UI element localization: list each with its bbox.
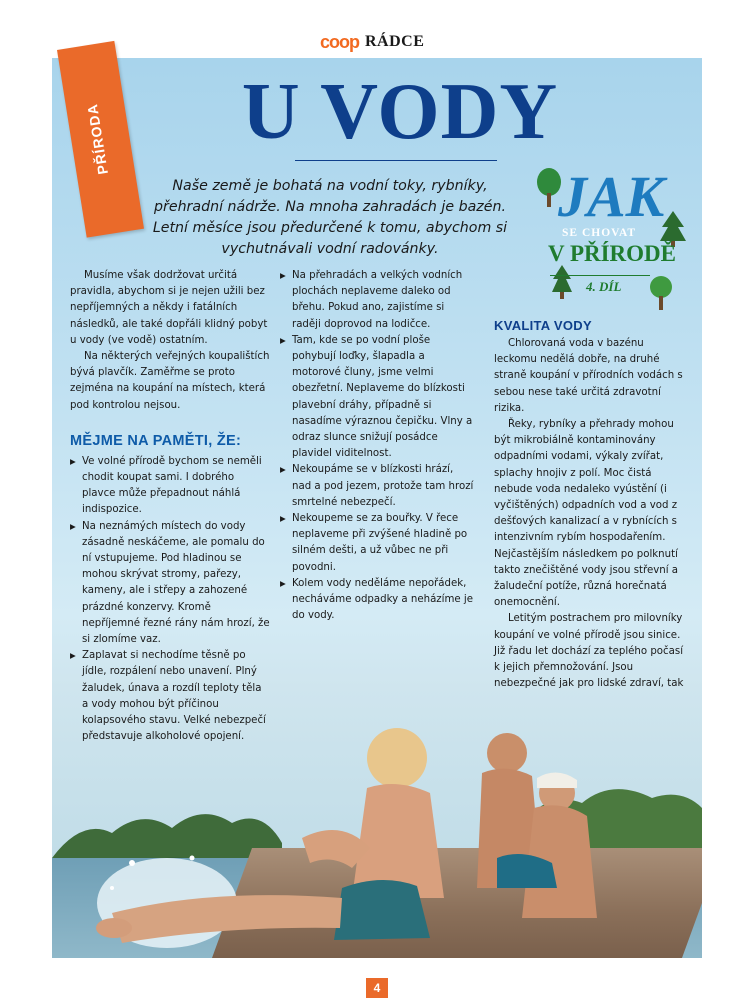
intro-paragraph: Na některých veřejných koupalištích bývá plavčík. Zaměřme se proto zejména na koupání na místech, která pod kontrolou nejsou. xyxy=(70,351,270,411)
rules-list xyxy=(70,454,270,746)
column-2 xyxy=(280,268,474,624)
page-number: 4 xyxy=(366,978,388,998)
section-heading: KVALITA VODY xyxy=(494,318,592,333)
list-item: ▶ Tam, kde se po vodní ploše pohybují loďky, šlapadla a motorové čluny, jsme velmi obezřetní. Neplaveme do blízkosti plavební dráhy, případně si nasadíme výraznou čepičku. Vlny a odraz slunce snižují posádce plavidel viditelnost. xyxy=(280,333,474,463)
lead-paragraph: Naše země je bohatá na vodní toky, rybníky, přehradní nádrže. Na mnoha zahradách je bazén. Letní měsíce jsou předurčené k tomu, abychom si vychutnávali vodní radovánky. xyxy=(152,178,508,257)
badge-subtitle: SE CHOVAT xyxy=(562,227,637,239)
list-item: ▶ Na neznámých místech do vody zásadně neskáčeme, ale pomalu do ní vstupujeme. Pod hladinou se mohou skrývat stromy, pařezy, kameny, ale i střepy a zahozené prázdné konzervy. Kromě nepříjemné řezné rány nám hrozí, že si zlomíme vaz. xyxy=(70,519,270,649)
intro-paragraph: Musíme však dodržovat určitá pravidla, abychom si je nejen užili bez nepříjemných a někdy i fatálních následků, ale také dopřáli klidný pobyt u vody (ve vodě) ostatním. xyxy=(70,270,268,346)
series-badge xyxy=(530,165,700,315)
badge-place: V PŘÍRODĚ xyxy=(548,241,677,266)
list-item: ▶ Na přehradách a velkých vodních plochách neplaveme daleko od břehu. Pokud ano, zajistíme si raději doprovod na lodičce. xyxy=(280,268,474,333)
list-item: ▶ Ve volné přírodě bychom se neměli chodit koupat sami. I dobrého plavce může přepadnout náhlá indispozice. xyxy=(70,454,270,519)
badge-title: JAK xyxy=(558,164,665,229)
list-item: ▶ Zaplavat si nechodíme těsně po jídle, rozpálení nebo unavení. Plný žaludek, únava a rozdíl teploty těla a vody mohou být příčinou kolapsového stavu. Velké nebezpečí představuje alkoholové opojení. xyxy=(70,648,270,745)
list-item: ▶ Nekoupeme se za bouřky. V řece neplaveme při zvýšené hladině po silném dešti, a už vůbec ne při povodni. xyxy=(280,511,474,576)
tree-icon xyxy=(648,275,674,311)
coop-logo: coop xyxy=(320,31,359,52)
page-title: U VODY xyxy=(241,68,559,156)
section-heading: MĚJME NA PAMĚTI, ŽE: xyxy=(70,432,242,449)
badge-divider xyxy=(550,275,650,276)
section-tab-label: PŘÍRODA xyxy=(83,102,111,176)
body-paragraph: Řeky, rybníky a přehrady mohou být mikrobiálně kontaminovány odpadními vodami, výkaly zvířat, splachy hnojiv z polí. Moc čistá nebude voda nedaleko vyústění (i vyčištěných) odpadních vod a vod z dešťových kanalizací a v rybnících s intenzivním rybím hospodařením. Nejčastějším následkem po polknutí takto znečištěné vody jsou střevní a žaludeční potíže, různá horečnatá onemocnění. xyxy=(494,419,679,609)
badge-part: 4. DÍL xyxy=(586,279,622,294)
body-paragraph: Letitým postrachem pro milovníky koupání ve volné přírodě jsou sinice. Již řadu let dochází za teplého počasí k jejich přemnožování. Jsou nebezpečné jak pro lidské zdraví, tak xyxy=(494,613,684,690)
list-item: ▶ Nekoupáme se v blízkosti hrází, nad a pod jezem, protože tam hrozí smrtelné nebezpečí. xyxy=(280,462,474,511)
title-divider xyxy=(295,160,497,161)
pine-tree-icon xyxy=(552,265,572,299)
list-item: ▶ Kolem vody neděláme nepořádek, necháváme odpadky a neházíme je do vody. xyxy=(280,576,474,625)
body-paragraph: Chlorovaná voda v bazénu leckomu nedělá dobře, na druhé straně koupání v přírodních vodách s sebou nese také určitá zdravotní rizika. xyxy=(494,338,683,414)
section-name: RÁDCE xyxy=(365,33,425,50)
rules-list xyxy=(280,268,474,624)
column-3 xyxy=(494,318,684,692)
brand-logo xyxy=(320,31,424,53)
column-1 xyxy=(70,268,270,745)
